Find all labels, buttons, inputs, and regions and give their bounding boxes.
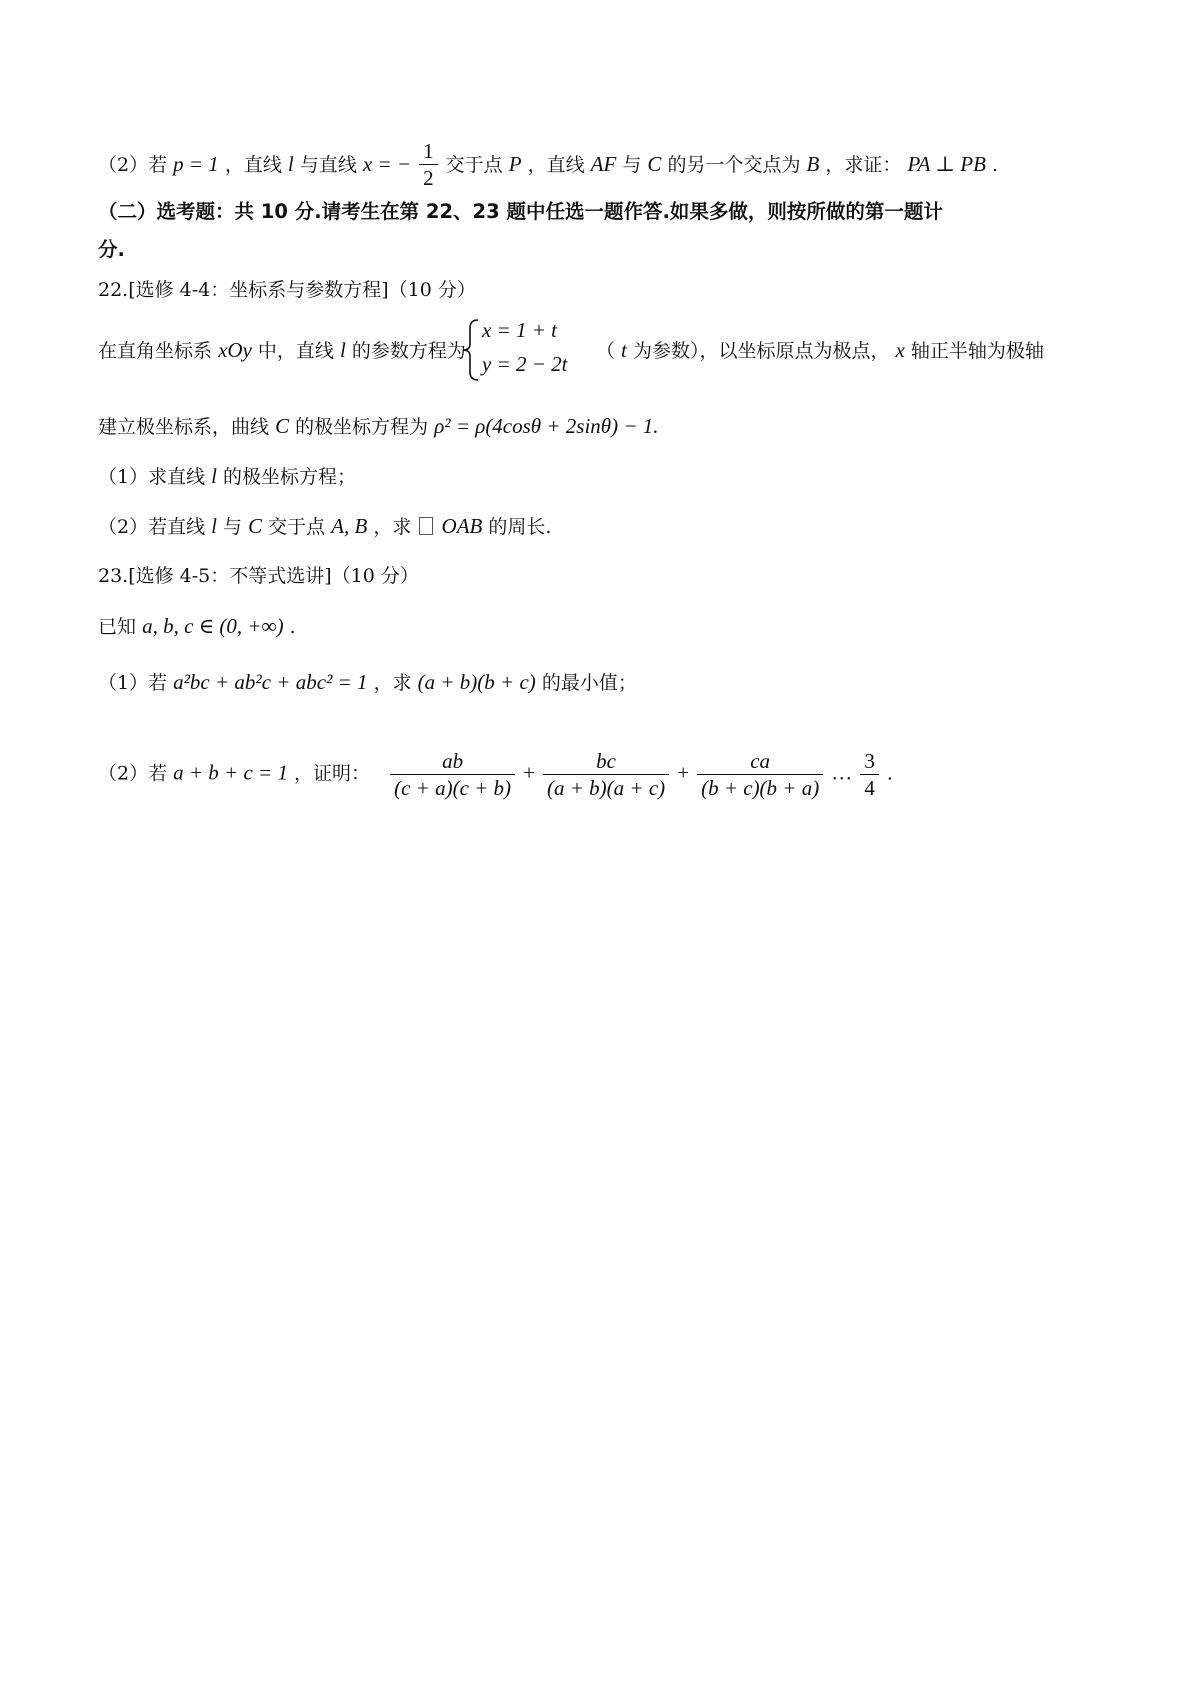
q22-p1-a: （1）求直线	[98, 466, 206, 488]
q23-title: 23.[选修 4-5：不等式选讲]（10 分）	[98, 565, 419, 587]
q22-p2-a: （2）若直线	[98, 516, 206, 538]
missing-glyph-box-icon	[419, 517, 433, 535]
q23-fraction-rhs	[860, 748, 879, 801]
q21-t3: 交于点	[445, 154, 503, 176]
q21-t7: ，求证：	[825, 154, 902, 176]
q21-p-eq: p = 1	[173, 152, 219, 176]
q23-plus-1: +	[523, 760, 535, 785]
q22-p2-e: 的周长.	[488, 516, 552, 538]
q21-fraction	[419, 138, 438, 191]
q23-p1-b: ，求	[373, 672, 412, 694]
q21-conclusion: PA ⊥ PB	[907, 152, 986, 176]
q22-p2-c: 交于点	[268, 516, 326, 538]
q22-p1-b: 的极坐标方程；	[223, 466, 357, 488]
q21-t4: ，直线	[527, 154, 585, 176]
q22-s4: （	[595, 340, 615, 362]
q21-frac-den: 2	[423, 166, 434, 190]
q22-s1: 在直角坐标系	[98, 340, 213, 362]
q23-p2-a: （2）若	[98, 762, 168, 785]
q23-f3-den: (b + c)(b + a)	[701, 776, 820, 800]
q22-stem-line1	[98, 336, 1044, 365]
q22-l: l	[339, 338, 346, 362]
q21-AF: AF	[590, 152, 617, 176]
q23-p1-eq: a²bc + ab²c + abc² = 1	[173, 670, 368, 694]
q22-p2-AB: A, B	[331, 514, 368, 538]
q22-s7: 建立极坐标系，曲线	[98, 416, 270, 438]
q23-fraction-2	[543, 748, 669, 801]
q23-f2-den: (a + b)(a + c)	[547, 776, 666, 800]
q22-part1	[98, 462, 356, 491]
q21-P: P	[508, 152, 522, 176]
q22-p2-OAB: OAB	[441, 514, 483, 538]
q22-eq-y: y = 2 − 2t	[482, 352, 568, 376]
q21-end: .	[992, 154, 999, 176]
q23-fraction-1	[390, 748, 515, 801]
q23-p2-eq: a + b + c = 1	[173, 760, 288, 785]
q21-x-eq: x = −	[362, 152, 412, 176]
q22-x: x	[895, 338, 905, 362]
q23-relation: …	[831, 760, 853, 785]
q22-xOy: xOy	[218, 338, 252, 362]
q23-given	[98, 612, 296, 641]
q22-s3: 的参数方程为	[351, 340, 466, 362]
q23-given-math: a, b, c ∈ (0, +∞)	[142, 614, 284, 638]
q23-p2-end: .	[886, 762, 893, 785]
q23-r-den: 4	[864, 776, 875, 800]
q22-title: 22.[选修 4-4：坐标系与参数方程]（10 分）	[98, 279, 476, 301]
q23-p2-b: ，证明：	[294, 762, 371, 785]
q23-plus-2: +	[677, 760, 690, 785]
q23-part2	[98, 748, 893, 801]
q22-eq-x: x = 1 + t	[482, 318, 557, 342]
q23-p1-c: 的最小值；	[541, 672, 637, 694]
q23-f1-num: ab	[390, 748, 515, 775]
q22-polar-eq: ρ² = ρ(4cosθ + 2sinθ) − 1.	[434, 414, 659, 438]
q21-t2: 与直线	[299, 154, 357, 176]
q22-p2-l: l	[211, 514, 217, 538]
q21-t5: 与	[622, 154, 642, 176]
q23-f1-den: (c + a)(c + b)	[394, 776, 512, 800]
q22-part2	[98, 512, 551, 541]
q23-given-a: 已知	[98, 616, 137, 638]
q21-t6: 的另一个交点为	[667, 154, 801, 176]
q23-p1-a: （1）若	[98, 672, 168, 694]
q23-f3-num: ca	[697, 748, 823, 775]
q22-s2: 中，直线	[257, 340, 334, 362]
q23-part1	[98, 668, 637, 697]
q21-lead: （2）若	[98, 154, 168, 176]
q23-fraction-3	[697, 748, 823, 801]
q21-B: B	[806, 152, 820, 176]
q22-C: C	[275, 414, 290, 438]
section-heading-line2: 分.	[98, 238, 125, 261]
q21-frac-num: 1	[419, 138, 438, 165]
q23-given-end: .	[289, 616, 296, 638]
q22-p1-l: l	[211, 464, 217, 488]
q22-s6: 轴正半轴为极轴	[910, 340, 1044, 362]
q22-p2-b: 与	[223, 516, 243, 538]
q22-stem-line2	[98, 412, 659, 441]
q21-t1: ，直线	[224, 154, 282, 176]
q23-r-num: 3	[860, 748, 879, 775]
q22-s8: 的极坐标方程为	[295, 416, 429, 438]
q22-s5: 为参数），以坐标原点为极点，	[632, 340, 890, 362]
q22-p2-C: C	[248, 514, 263, 538]
q23-p1-expr: (a + b)(b + c)	[417, 670, 536, 694]
q22-t: t	[621, 338, 627, 362]
q22-p2-d: ，求	[373, 516, 412, 538]
q21-C: C	[647, 152, 662, 176]
q21-l: l	[287, 152, 294, 176]
section-heading-line1: （二）选考题：共 10 分.请考生在第 22、23 题中任选一题作答.如果多做，则按所做的第一题计	[98, 200, 943, 223]
q23-f2-num: bc	[543, 748, 669, 775]
q21-part2	[98, 138, 998, 191]
